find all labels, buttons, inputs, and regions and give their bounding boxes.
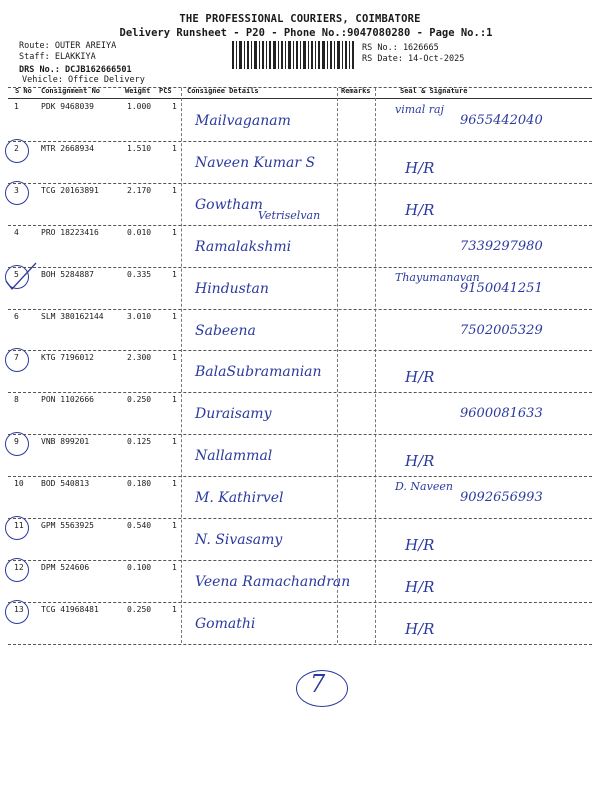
row-consignee: Duraisamy: [195, 406, 272, 423]
row-consignee: Naveen Kumar S: [195, 154, 316, 171]
row-sno: 4: [14, 227, 19, 237]
row-seal-signature: 9600081633: [460, 406, 543, 422]
company-title: THE PROFESSIONAL COURIERS, COIMBATORE: [179, 13, 421, 25]
row-rule: [8, 350, 592, 351]
row-seal-signature: 9150041251: [460, 280, 543, 296]
row-pcs: 1: [172, 143, 177, 153]
row-consignment: DPM 524606: [41, 562, 90, 572]
tick-mark: [0, 259, 40, 299]
row-consignee: Gowtham: [195, 196, 263, 213]
row-signature-name: vimal raj: [395, 103, 444, 116]
row-consignment: TCG 20163891: [41, 185, 99, 195]
row-weight: 0.125: [127, 437, 152, 447]
row-weight: 2.300: [127, 353, 152, 363]
row-seal-signature: H/R: [405, 452, 435, 471]
row-seal-signature: 9655442040: [460, 113, 543, 128]
row-weight: 2.170: [127, 185, 152, 195]
row-rule: [8, 183, 592, 184]
vehicle-label: Vehicle: Office Delivery: [22, 75, 145, 85]
row-pcs: 1: [172, 437, 177, 447]
row-consignment: GPM 5563925: [41, 521, 94, 530]
row-consignment: PRO 18223416: [41, 227, 99, 237]
col-header-consignment: Consignment No: [41, 87, 101, 95]
row-sno: 10: [14, 479, 24, 489]
row-seal-signature: H/R: [405, 577, 435, 596]
row-consignment: TCG 41968481: [41, 604, 99, 614]
staff-label: Staff: ELAKKIYA: [19, 52, 96, 62]
row-pcs: 1: [172, 395, 177, 405]
row-consignee: N. Sivasamy: [195, 532, 283, 548]
row-rule: [8, 225, 592, 226]
row-consignee: Mailvaganam: [195, 113, 291, 129]
row-weight: 1.510: [127, 143, 152, 153]
row-consignee: Ramalakshmi: [195, 238, 292, 255]
col-header-sno: S No: [15, 87, 32, 95]
row-pcs: 1: [172, 102, 177, 111]
row-rule: [8, 560, 592, 561]
row-seal-signature: H/R: [405, 200, 435, 219]
col-header-weight: Weight: [125, 87, 151, 95]
row-seal-signature: H/R: [405, 368, 435, 387]
row-sno: 12: [14, 562, 24, 572]
row-weight: 0.100: [127, 562, 152, 572]
row-rule: [8, 309, 592, 310]
row-pcs: 1: [172, 311, 177, 321]
row-pcs: 1: [172, 562, 177, 572]
row-pcs: 1: [172, 479, 177, 489]
row-seal-signature: 7502005329: [460, 322, 543, 338]
row-rule: [8, 476, 592, 477]
col-header-seal: Seal & Signature: [400, 87, 468, 95]
row-sno: 9: [14, 437, 19, 447]
row-weight: 0.335: [127, 269, 152, 279]
route-label: Route: OUTER AREIYA: [19, 41, 117, 51]
row-seal-signature: 7339297980: [460, 238, 543, 254]
row-rule: [8, 267, 592, 268]
row-consignee-line2: Vetriselvan: [258, 208, 321, 222]
row-rule: [8, 518, 592, 519]
row-consignee: M. Kathirvel: [195, 490, 284, 507]
row-consignee: Gomathi: [195, 615, 256, 632]
row-seal-signature: H/R: [405, 536, 435, 554]
rs-number: RS No.: 1626665: [362, 43, 439, 53]
row-consignee: Hindustan: [195, 280, 269, 297]
row-weight: 0.540: [127, 521, 152, 530]
sno-circle-mark: [5, 432, 29, 456]
row-pcs: 1: [172, 269, 177, 279]
sno-circle-mark: [5, 600, 29, 624]
col-header-consignee: Consignee Details: [187, 87, 259, 95]
col-header-pcs: PCS: [159, 87, 172, 95]
row-seal-signature: 9092656993: [460, 490, 543, 506]
row-rule: [8, 392, 592, 393]
rs-date: RS Date: 14-Oct-2025: [362, 54, 465, 64]
row-pcs: 1: [172, 353, 177, 363]
row-sno: 1: [14, 102, 19, 111]
row-sno: 7: [14, 353, 19, 363]
row-consignee: BalaSubramanian: [195, 364, 322, 381]
row-pcs: 1: [172, 521, 177, 530]
row-signature-name: Thayumanavan: [395, 270, 480, 284]
row-consignment: SLM 380162144: [41, 311, 104, 321]
row-weight: 1.000: [127, 102, 152, 111]
row-signature-name: D. Naveen: [395, 480, 453, 494]
row-consignment: MTR 2668934: [41, 143, 94, 153]
row-consignment: VNB 899201: [41, 437, 90, 447]
row-consignment: PON 1102666: [41, 395, 94, 405]
drs-number: DRS No.: DCJB162666501: [19, 65, 132, 75]
row-consignment: PDK 9468039: [41, 102, 94, 111]
total-count: 7: [310, 670, 326, 698]
barcode: [232, 41, 354, 69]
row-consignee: Nallammal: [195, 448, 273, 465]
row-consignment: KTG 7196012: [41, 353, 94, 363]
row-pcs: 1: [172, 604, 177, 614]
sno-circle-mark: [5, 139, 29, 163]
sno-circle-mark: [5, 181, 29, 205]
row-sno: 13: [14, 604, 24, 614]
row-consignment: BOD 540813: [41, 479, 90, 489]
row-weight: 3.010: [127, 311, 152, 321]
row-pcs: 1: [172, 227, 177, 237]
table-bottom-rule: [8, 644, 592, 645]
row-consignee: Sabeena: [195, 322, 256, 339]
row-weight: 0.250: [127, 604, 152, 614]
row-sno: 8: [14, 395, 19, 405]
runsheet-subtitle: Delivery Runsheet - P20 - Phone No.:9047080280 - Page No.:1: [119, 27, 493, 39]
sno-circle-mark: [5, 558, 29, 582]
row-sno: 3: [14, 185, 19, 195]
row-consignee: Veena Ramachandran: [195, 573, 351, 590]
row-seal-signature: H/R: [405, 158, 435, 177]
row-rule: [8, 434, 592, 435]
row-sno: 6: [14, 311, 19, 321]
row-weight: 0.010: [127, 227, 152, 237]
row-consignment: BOH 5284887: [41, 269, 94, 279]
row-weight: 0.250: [127, 395, 152, 405]
header-rule: [8, 98, 592, 99]
row-sno: 5: [14, 269, 19, 279]
row-rule: [8, 141, 592, 142]
row-weight: 0.180: [127, 479, 152, 489]
row-pcs: 1: [172, 185, 177, 195]
row-rule: [8, 602, 592, 603]
row-seal-signature: H/R: [405, 619, 435, 638]
row-sno: 2: [14, 143, 19, 153]
sno-circle-mark: [5, 516, 29, 540]
sno-circle-mark: [5, 348, 29, 372]
row-sno: 11: [14, 521, 24, 530]
col-header-remarks: Remarks: [341, 87, 371, 95]
